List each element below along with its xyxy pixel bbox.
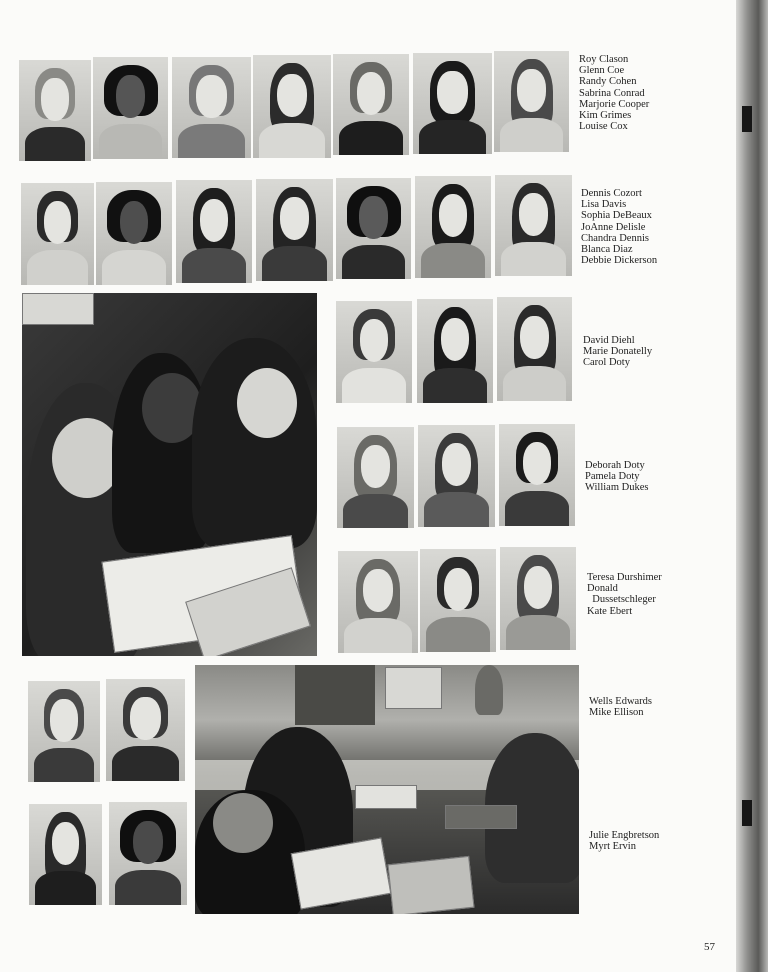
- portrait-glenn-coe: [93, 57, 168, 159]
- portrait-kate-ebert: [500, 547, 576, 650]
- portrait-deborah-doty: [337, 427, 414, 528]
- name-list-row-4: [585, 460, 648, 494]
- student-name: Louise Cox: [579, 121, 628, 133]
- student-name: Kate Ebert: [587, 605, 633, 617]
- student-name: Pamela Doty: [585, 471, 640, 483]
- name-list-row-2: [581, 188, 657, 266]
- student-name: Debbie Dickerson: [581, 255, 658, 267]
- student-name: Glenn Coe: [579, 65, 625, 77]
- portrait-sabrina-conrad: [253, 55, 331, 158]
- portrait-lisa-davis: [96, 182, 172, 285]
- spine-mark: [742, 106, 752, 132]
- student-name: Teresa Durshimer: [587, 572, 662, 583]
- portrait-wells-edwards: [28, 681, 100, 782]
- portrait-marjorie-cooper: [333, 54, 409, 155]
- student-name: Sophia DeBeaux: [581, 210, 652, 222]
- name-list-row-6: [589, 696, 652, 718]
- student-name: JoAnne Delisle: [581, 221, 646, 233]
- student-name: Carol Doty: [583, 357, 630, 369]
- portrait-pamela-doty: [418, 425, 495, 527]
- candid-photo-students-reading: [22, 293, 317, 656]
- student-name: Marjorie Cooper: [579, 98, 650, 110]
- book-spine: [736, 0, 768, 972]
- portrait-joanne-delisle: [256, 179, 333, 281]
- name-list-row-7: [589, 830, 659, 852]
- portrait-sophia-debeaux: [176, 180, 252, 283]
- portrait-dennis-cozort: [21, 183, 94, 285]
- student-name: Lisa Davis: [581, 199, 627, 211]
- name-list-row-3: [583, 335, 652, 369]
- portrait-david-diehl: [336, 301, 412, 403]
- student-name: Randy Cohen: [579, 76, 637, 88]
- student-name: Myrt Ervin: [589, 841, 636, 853]
- portrait-randy-cohen: [172, 57, 251, 158]
- portrait-louise-cox: [494, 51, 569, 152]
- student-name: Kim Grimes: [579, 110, 632, 122]
- student-name: Wells Edwards: [589, 696, 653, 707]
- portrait-debbie-dickerson: [495, 175, 572, 276]
- student-name: Sabrina Conrad: [579, 87, 645, 99]
- student-name: Dussetschleger: [587, 594, 656, 606]
- student-name: Donald: [587, 583, 618, 595]
- portrait-kim-grimes: [413, 53, 492, 154]
- portrait-blanca-diaz: [415, 176, 491, 278]
- portrait-carol-doty: [497, 297, 572, 401]
- spine-mark: [742, 800, 752, 826]
- student-name: Blanca Diaz: [581, 244, 633, 256]
- student-name: Mike Ellison: [589, 707, 644, 719]
- student-name: David Diehl: [583, 335, 635, 346]
- student-name: Dennis Cozort: [581, 188, 642, 199]
- student-name: Marie Donatelly: [583, 346, 653, 358]
- name-list-row-5: [587, 572, 662, 617]
- portrait-donald-dussetschleger: [420, 549, 496, 652]
- portrait-roy-clason: [19, 60, 91, 161]
- portrait-julie-engbretson: [29, 804, 102, 905]
- student-name: Julie Engbretson: [589, 830, 660, 841]
- portrait-chandra-dennis: [336, 178, 411, 279]
- portrait-teresa-durshimer: [338, 551, 418, 653]
- candid-photo-classroom: [195, 665, 579, 914]
- student-name: Roy Clason: [579, 54, 629, 65]
- portrait-william-dukes: [499, 424, 575, 526]
- poster: [22, 293, 94, 325]
- portrait-myrt-ervin: [109, 802, 187, 905]
- student-name: Deborah Doty: [585, 460, 645, 471]
- student-name: Chandra Dennis: [581, 232, 649, 244]
- name-list-row-1: [579, 54, 649, 132]
- portrait-marie-donatelly: [417, 299, 493, 403]
- portrait-mike-ellison: [106, 679, 185, 781]
- page-number: 57: [704, 941, 715, 953]
- student-name: William Dukes: [585, 482, 649, 494]
